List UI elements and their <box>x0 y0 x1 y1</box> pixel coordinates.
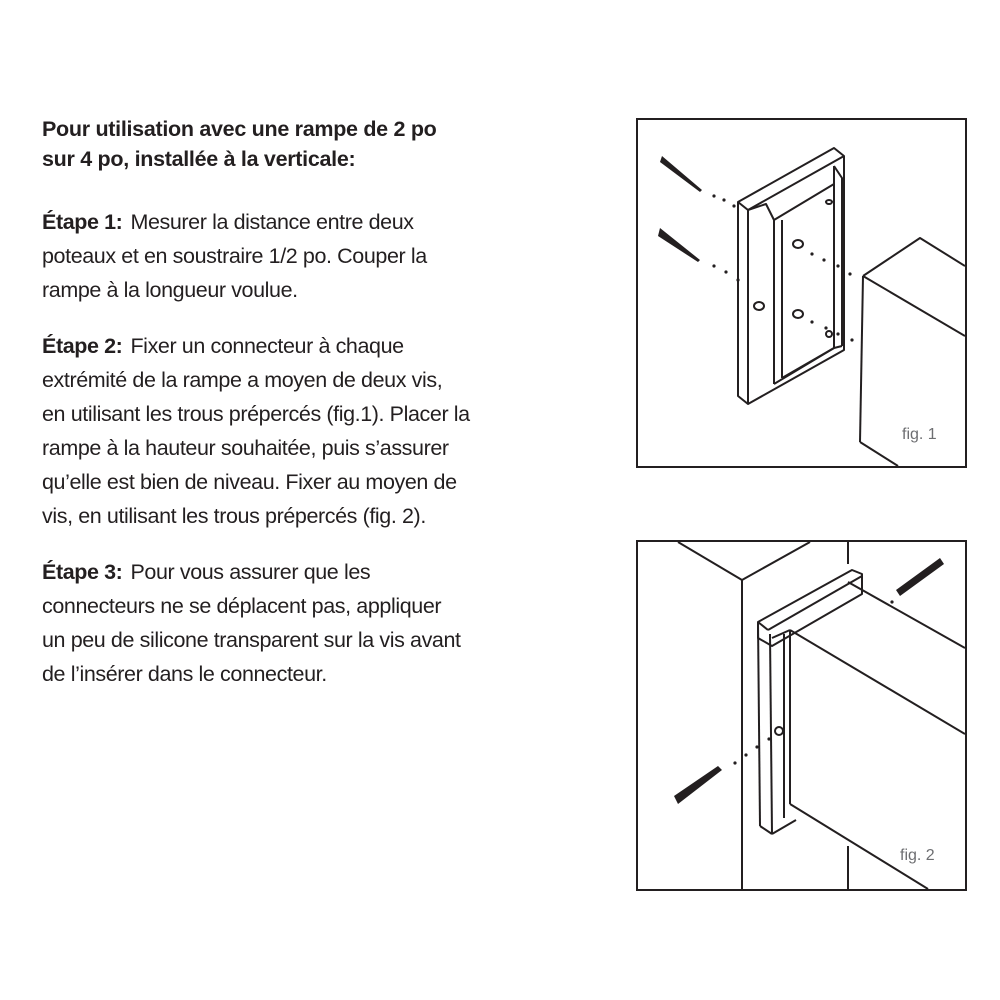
figure-2 <box>636 540 967 891</box>
step-2-line: en utilisant les trous prépercés (fig.1). Placer la <box>42 402 470 426</box>
screw-icons <box>658 156 702 262</box>
step-1 <box>42 205 542 307</box>
step-3-label: Étape 3: <box>42 560 123 584</box>
step-2-line: qu’elle est bien de niveau. Fixer au moyen de <box>42 470 457 494</box>
figure-2-caption: fig. 2 <box>900 847 935 864</box>
step-1-line: rampe à la longueur voulue. <box>42 278 298 302</box>
step-2-label: Étape 2: <box>42 334 123 358</box>
connector-bracket-illustration <box>638 120 965 466</box>
heading-line-1: Pour utilisation avec une rampe de 2 po <box>42 117 437 141</box>
instructions-heading <box>42 114 542 174</box>
step-1-label: Étape 1: <box>42 210 123 234</box>
instructions-column <box>42 114 542 713</box>
step-3-line: un peu de silicone transparent sur la vis avant <box>42 628 461 652</box>
step-2-line: rampe à la hauteur souhaitée, puis s’assurer <box>42 436 449 460</box>
figure-1-caption: fig. 1 <box>902 426 937 443</box>
step-3-line: Pour vous assurer que les <box>130 560 371 584</box>
step-2-line: vis, en utilisant les trous prépercés (fig. 2). <box>42 504 426 528</box>
step-1-line: Mesurer la distance entre deux <box>130 210 414 234</box>
step-2-line: Fixer un connecteur à chaque <box>130 334 404 358</box>
step-2-line: extrémité de la rampe a moyen de deux vis, <box>42 368 443 392</box>
step-2 <box>42 329 542 533</box>
figure-1 <box>636 118 967 468</box>
step-3 <box>42 555 542 691</box>
step-3-line: de l’insérer dans le connecteur. <box>42 662 327 686</box>
installed-connector-illustration <box>638 542 965 889</box>
step-1-line: poteaux et en soustraire 1/2 po. Couper la <box>42 244 427 268</box>
heading-line-2: sur 4 po, installée à la verticale: <box>42 147 356 171</box>
step-3-line: connecteurs ne se déplacent pas, appliquer <box>42 594 442 618</box>
